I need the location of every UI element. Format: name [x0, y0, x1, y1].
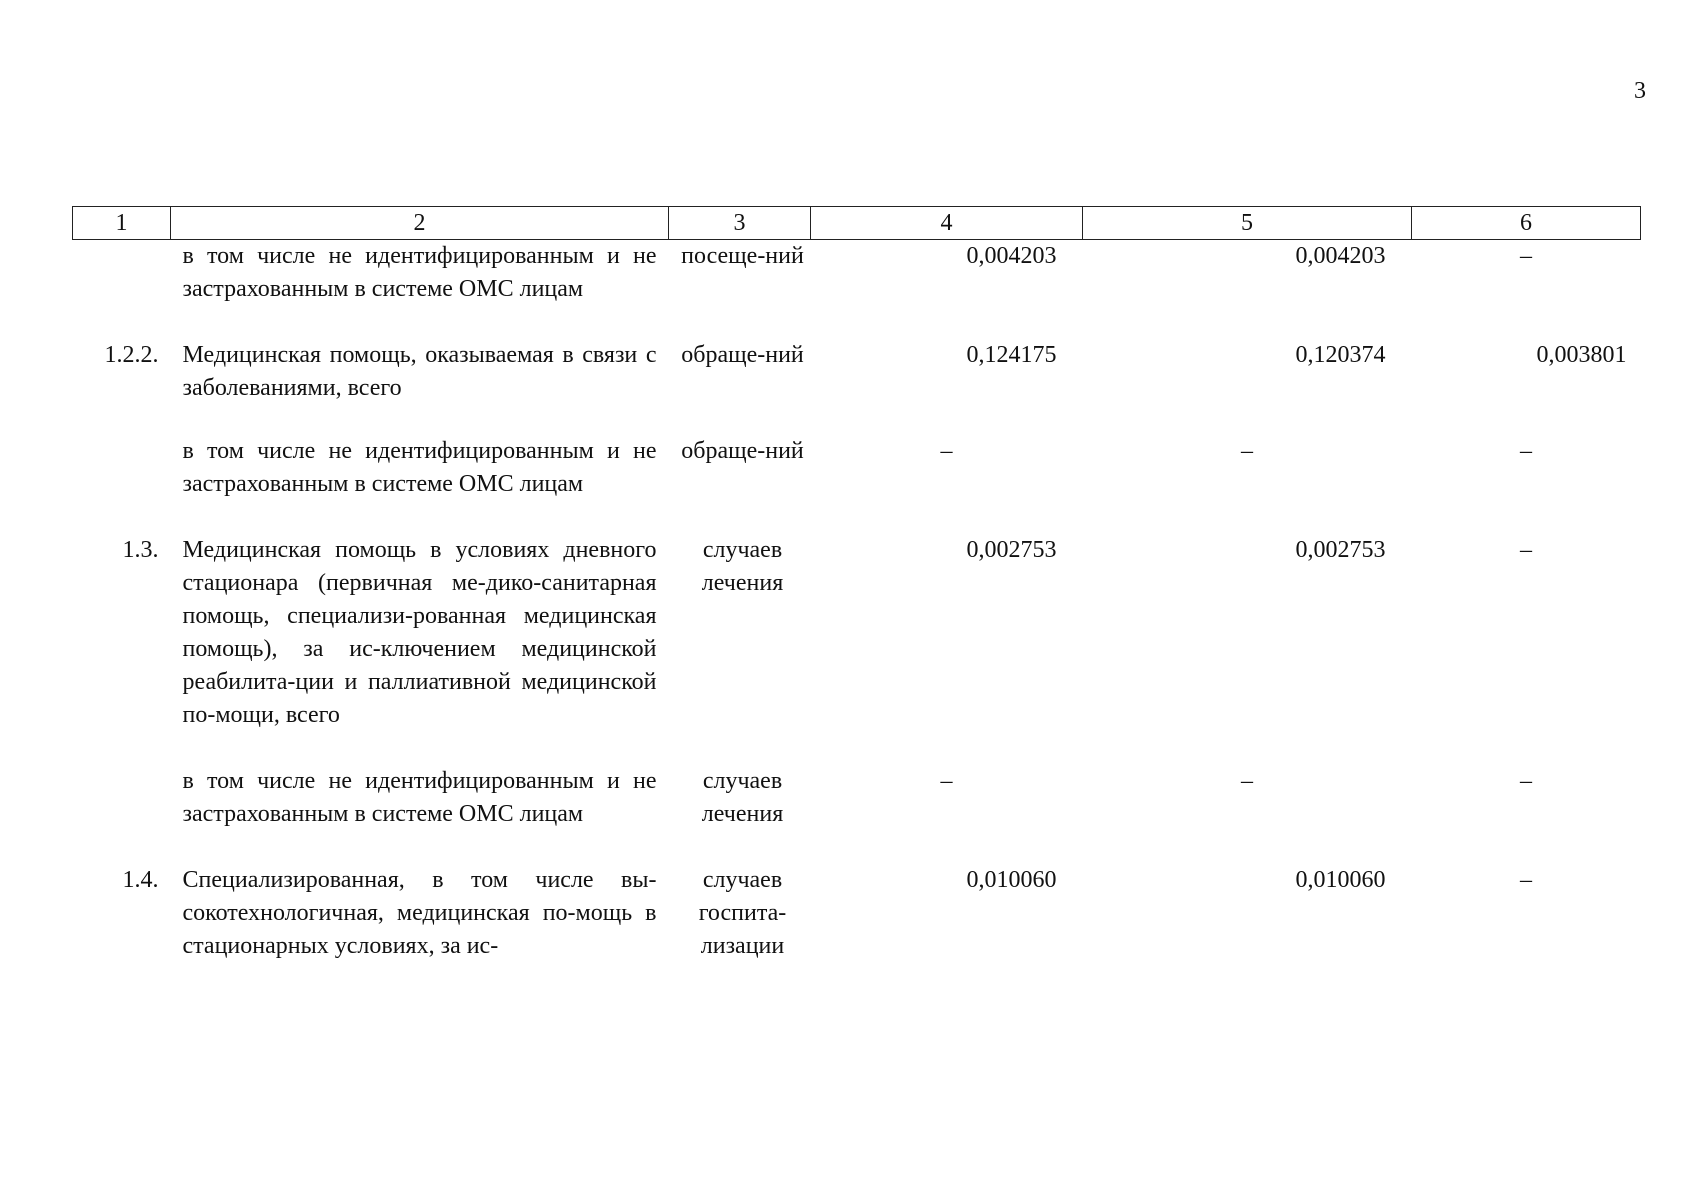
header-col-4: 4 [811, 207, 1083, 240]
header-col-5: 5 [1083, 207, 1412, 240]
row-unit: посеще-ний [681, 243, 804, 269]
row-value-col4: 0,002753 [966, 537, 1057, 563]
row-value-col5: 0,004203 [1295, 243, 1386, 269]
row-value-col6: – [1520, 243, 1532, 269]
row-number: 1.2.2. [104, 342, 159, 368]
row-name: в том числе не идентифицированным и не застрахованным в системе ОМС лицам [182, 768, 657, 827]
row-number: 1.3. [122, 537, 159, 563]
row-unit: обраще-ний [681, 438, 804, 464]
table-row [73, 534, 1641, 765]
row-name: Медицинская помощь, оказываемая в связи с заболеваниями, всего [182, 342, 657, 401]
header-col-1: 1 [73, 207, 171, 240]
row-value-col5: – [1241, 768, 1253, 794]
row-value-col5: 0,002753 [1295, 537, 1386, 563]
row-name: в том числе не идентифицированным и не застрахованным в системе ОМС лицам [182, 243, 657, 302]
row-number [73, 765, 171, 864]
row-name: в том числе не идентифицированным и не застрахованным в системе ОМС лицам [182, 438, 657, 497]
row-unit: обраще-ний [681, 342, 804, 368]
row-unit: случаев госпита-лизации [698, 867, 787, 959]
row-number [73, 435, 171, 534]
row-value-col5: 0,010060 [1295, 867, 1386, 893]
row-value-col4: – [940, 768, 953, 794]
row-name: Специализированная, в том числе вы-сокотехнологичная, медицинская по-мощь в стационарных условиях, за ис- [182, 867, 657, 959]
row-value-col4: 0,124175 [966, 342, 1057, 368]
row-value-col6: – [1520, 438, 1532, 464]
row-value-col6: – [1520, 537, 1532, 563]
row-value-col4: 0,010060 [966, 867, 1057, 893]
row-value-col4: – [940, 438, 953, 464]
row-value-col5: – [1241, 438, 1253, 464]
row-unit: случаев лечения [701, 537, 784, 596]
page-number: 3 [1634, 78, 1646, 104]
data-table [72, 206, 1641, 963]
header-col-6: 6 [1412, 207, 1641, 240]
header-col-3: 3 [669, 207, 811, 240]
row-unit: случаев лечения [701, 768, 784, 827]
table-row [73, 864, 1641, 963]
row-number: 1.4. [122, 867, 159, 893]
table-header-row [73, 207, 1641, 240]
table-row [73, 339, 1641, 435]
row-value-col6: 0,003801 [1536, 342, 1627, 368]
row-value-col6: – [1520, 768, 1532, 794]
row-name: Медицинская помощь в условиях дневного стационара (первичная ме-дико-санитарная помощь, специализи-рованная медицинская помощь), за ис-ключением медицинской реабилита-ции и паллиативной медицинской по-мощи, всего [182, 537, 657, 728]
row-value-col4: 0,004203 [966, 243, 1057, 269]
table-row [73, 765, 1641, 864]
row-value-col6: – [1520, 867, 1532, 893]
header-col-2: 2 [171, 207, 669, 240]
table-row [73, 435, 1641, 534]
row-value-col5: 0,120374 [1295, 342, 1386, 368]
row-number [73, 240, 171, 340]
table-row [73, 240, 1641, 340]
